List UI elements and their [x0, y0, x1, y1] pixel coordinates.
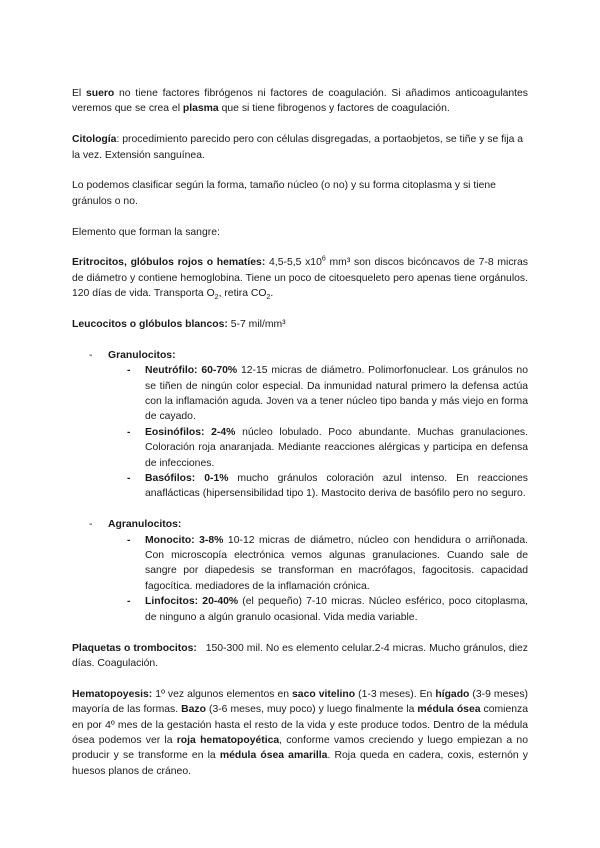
paragraph-plaquetas — [72, 641, 531, 672]
term-linfocitos: Linfocitos: — [145, 596, 199, 608]
term-plaquetas: Plaquetas o trombocitos: — [72, 642, 197, 654]
text: . — [270, 288, 274, 300]
sub-list-item-basofilos — [72, 471, 528, 502]
text: El — [72, 88, 86, 99]
list-item-text — [145, 425, 528, 471]
bullet-dash: - — [127, 426, 131, 438]
text: 4,5-5,5 x10 — [265, 257, 322, 269]
term-roja-hematopoyetica: roja hematopoyética — [176, 734, 280, 746]
text: , conforme vamos creciendo y luego empiezan a no producir y se transforme en la — [72, 734, 528, 762]
text: mm³ son discos bicóncavos de 7-8 micras de diámetro y contiene hemoglobina. Tiene un poco de citoesqueleto pero apenas tiene orgánulos. 120 días de vida. Transporta O — [72, 257, 528, 300]
percentage: 0-1% — [204, 473, 229, 485]
term-medula-osea-amarilla: médula ósea amarilla — [219, 750, 328, 762]
paragraph-eritrocitos — [72, 255, 528, 301]
text: (3-6 meses, muy poco) y luego finalmente la — [205, 704, 418, 716]
term-leucocitos: Leucocitos o glóbulos blancos: — [72, 319, 228, 331]
text: (el pequeño) 7-10 micras. Núcleo esférico, poco citoplasma, de ninguno a algún granulo ocasional. Vida media variable. — [145, 596, 528, 623]
paragraph-clasificacion: Lo podemos clasificar según la forma, tamaño núcleo (o no) y su forma citoplasma y si tiene gránulos o no. — [72, 180, 496, 207]
list-item-text — [145, 363, 528, 425]
term-hematopoyesis: Hematopoyesis: — [72, 688, 153, 700]
text: mucho gránulos coloración azul intenso. En reacciones anaflácticas (hipersensibilidad tipo 1). Mastocito deriva de basófilo pero no seguro. — [145, 473, 529, 500]
text: 150-300 mil. No es elemento celular.2-4 micras. Mucho gránulos, diez días. Coagulación. — [72, 642, 531, 669]
percentage: 20-40% — [202, 596, 239, 608]
sub-list-item-eosinofilos — [72, 425, 528, 471]
text: 1º vez algunos elementos en — [152, 688, 293, 700]
heading-granulocitos: Granulocitos: — [108, 349, 176, 361]
bullet-dash: - — [89, 349, 93, 361]
text: (3-9 meses) mayoría de las formas. — [72, 688, 528, 716]
term-citologia: Citología — [72, 134, 117, 146]
subscript: 2 — [214, 294, 219, 302]
paragraph-hematopoyesis — [72, 687, 528, 779]
term-eritrocitos: Eritrocitos, glóbulos rojos o hematíes: — [72, 257, 266, 269]
text: 5-7 mil/mm³ — [227, 319, 286, 331]
paragraph-suero — [72, 86, 528, 117]
text: 12-15 micras de diámetro. Polimorfonuclear. Los gránulos no se tiñen de ningún color especial. Da inmunidad natural primero la defensa actúa con la inflamación aguda. Joven va a tener núcleo tipo banda y más viejo en forma de cayado. — [145, 365, 528, 423]
paragraph-citologia — [72, 132, 528, 163]
term-basofilos: Basófilos: — [145, 473, 196, 485]
bullet-dash: - — [127, 596, 131, 608]
term-saco-vitelino: saco vitelino — [292, 688, 356, 700]
term-plasma: plasma — [182, 103, 219, 115]
term-higado: hígado — [435, 688, 470, 700]
sub-list-item-monocito — [72, 533, 528, 595]
paragraph-leucocitos — [72, 317, 528, 332]
term-neutrofilo: Neutrófilo: — [145, 365, 198, 377]
text: . Roja queda en cadera, coxis, esternón y huesos planos de cráneo. — [72, 750, 528, 777]
text: (1-3 meses). En — [355, 688, 436, 700]
sub-list-item-neutrofilo — [72, 363, 528, 425]
list-item-agranulocitos — [72, 517, 528, 532]
term-bazo: Bazo — [181, 704, 206, 716]
percentage: 3-8% — [199, 534, 224, 546]
list-item-text — [145, 471, 528, 502]
term-monocito: Monocito: — [145, 534, 195, 546]
text: que si tiene fibrogenos y factores de coagulación. — [218, 103, 450, 115]
text: no tiene factores fibrógenos ni factores de coagulación. Si añadimos anticoagulantes veremos que se crea el — [72, 88, 528, 115]
list-item-text — [145, 533, 528, 595]
bullet-dash: - — [127, 473, 131, 485]
text: : procedimiento parecido pero con células disgregadas, a portaobjetos, se tiñe y se fija a la vez. Extensión sanguínea. — [72, 134, 524, 161]
term-eosinofilos: Eosinófilos: — [145, 426, 205, 438]
text: núcleo lobulado. Poco abundante. Muchas granulaciones. Coloración roja anaranjada. Mediante reacciones alérgicas y participa en defensa de infecciones. — [145, 426, 528, 469]
list-item-text — [145, 594, 528, 625]
document-body — [72, 86, 531, 779]
text: 10-12 micras de diámetro, núcleo con hendidura o arriñonada. Con microscopía electrónica vemos algunas granulaciones. Cuando sale de sangre por diapedesis se transforman en macrófagos, fagocitosis. capacidad fagocítica. mediadores de la inflamación crónica. — [145, 534, 528, 592]
sub-list-item-linfocitos — [72, 594, 528, 625]
heading-agranulocitos: Agranulocitos: — [108, 519, 182, 531]
text: , retira CO — [218, 288, 267, 300]
term-medula-osea: médula ósea — [417, 704, 481, 716]
term-suero: suero — [85, 88, 115, 99]
text: comienza en por 4º mes de la gestación hasta el resto de la vida y este produce todos. Dentro de la médula ósea podemos ver la — [72, 704, 529, 746]
superscript: 6 — [321, 255, 326, 263]
bullet-dash: - — [127, 365, 131, 377]
list-item-granulocitos — [72, 348, 528, 363]
bullet-dash: - — [89, 519, 93, 531]
percentage: 2-4% — [211, 426, 236, 438]
paragraph-elementos: Elemento que forman la sangre: — [72, 226, 220, 238]
percentage: 60-70% — [201, 365, 238, 377]
bullet-dash: - — [127, 534, 131, 546]
subscript: 2 — [266, 294, 271, 302]
